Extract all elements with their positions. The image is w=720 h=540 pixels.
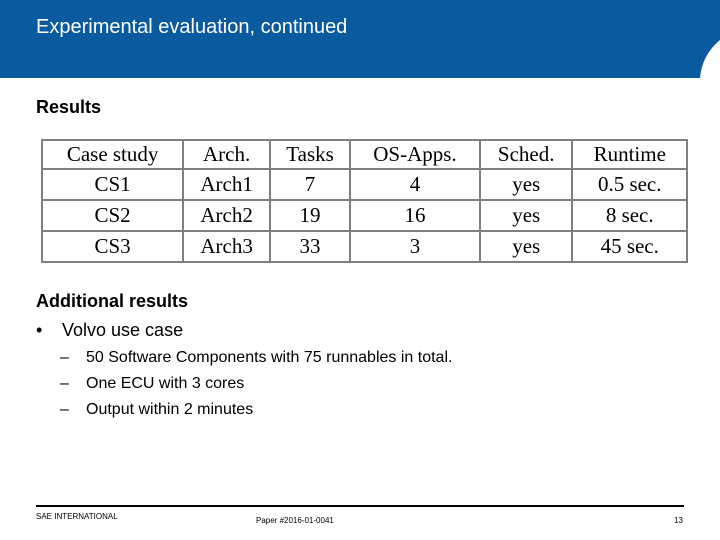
table-cell: yes	[480, 200, 573, 231]
bullet-item	[36, 320, 183, 341]
table-cell: yes	[480, 169, 573, 200]
footer-paper-number: Paper #2016-01-0041	[256, 516, 334, 525]
table-cell: Arch1	[183, 169, 270, 200]
table-cell: Arch3	[183, 231, 270, 262]
list-item	[60, 399, 452, 425]
bullet-text: Volvo use case	[62, 320, 184, 340]
column-header: Case study	[42, 140, 183, 169]
dash-marker: –	[60, 401, 69, 418]
table-cell: 8 sec.	[572, 200, 687, 231]
list-item-text: 50 Software Components with 75 runnables in total.	[86, 349, 453, 366]
table-row	[42, 231, 687, 262]
table-row	[42, 200, 687, 231]
table-header-row	[42, 140, 687, 169]
slide-title: Experimental evaluation, continued	[36, 16, 348, 38]
additional-results-heading: Additional results	[36, 291, 189, 311]
header-arc-decoration	[640, 0, 720, 78]
column-header: OS-Apps.	[350, 140, 480, 169]
column-header: Runtime	[572, 140, 687, 169]
list-item-text: One ECU with 3 cores	[86, 375, 245, 392]
list-item	[60, 347, 452, 373]
table-cell: Arch2	[183, 200, 270, 231]
list-item	[60, 373, 452, 399]
table-cell: 3	[350, 231, 480, 262]
column-header: Arch.	[183, 140, 270, 169]
table-cell: CS1	[42, 169, 183, 200]
column-header: Tasks	[270, 140, 350, 169]
table-cell: yes	[480, 231, 573, 262]
table-row	[42, 169, 687, 200]
table-cell: CS3	[42, 231, 183, 262]
table-cell: 45 sec.	[572, 231, 687, 262]
table-cell: 16	[350, 200, 480, 231]
table-cell: 7	[270, 169, 350, 200]
list-item-text: Output within 2 minutes	[86, 401, 254, 418]
footer-organization: SAE INTERNATIONAL	[36, 512, 118, 521]
dash-marker: –	[60, 349, 69, 366]
page-number: 13	[674, 516, 683, 525]
bullet-marker: •	[36, 320, 43, 340]
table-cell: 4	[350, 169, 480, 200]
table-cell: 0.5 sec.	[572, 169, 687, 200]
column-header: Sched.	[480, 140, 573, 169]
results-table	[41, 139, 688, 263]
dash-marker: –	[60, 375, 69, 392]
table-cell: CS2	[42, 200, 183, 231]
table-cell: 33	[270, 231, 350, 262]
footer-divider	[36, 505, 684, 507]
table-cell: 19	[270, 200, 350, 231]
sub-bullet-list	[60, 347, 452, 425]
results-heading: Results	[36, 97, 102, 117]
header-bar	[0, 0, 720, 78]
